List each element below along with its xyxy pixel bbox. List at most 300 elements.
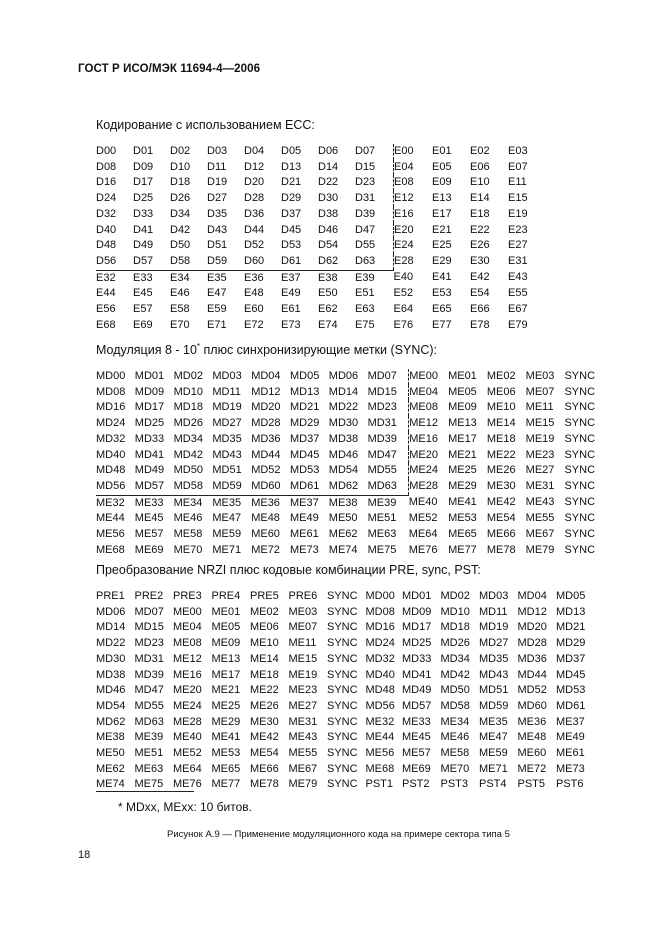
table-cell: MD50 xyxy=(173,464,203,477)
table-cell: MD32 xyxy=(96,432,126,445)
table-cell: D07 xyxy=(355,144,394,160)
table-cell: ME49 xyxy=(289,512,319,525)
table-cell: D30 xyxy=(318,192,339,205)
table-cell: E54 xyxy=(470,287,490,300)
table-cell: D50 xyxy=(170,239,191,252)
table-row xyxy=(96,448,596,464)
table-cell: MD20 xyxy=(251,401,281,414)
table-cell: MD21 xyxy=(556,621,586,634)
table-cell: D19 xyxy=(207,176,228,189)
table-cell: MD61 xyxy=(556,699,586,712)
table-cell: MD33 xyxy=(402,652,432,665)
table-cell: MD22 xyxy=(96,637,126,650)
table-row xyxy=(96,223,538,239)
table-cell: E70 xyxy=(170,318,190,331)
table-row xyxy=(96,479,596,495)
table-cell: ME47 xyxy=(479,731,508,744)
table-cell: PRE2 xyxy=(134,590,164,602)
table-cell: ME57 xyxy=(402,747,431,760)
table-cell: D29 xyxy=(281,192,302,205)
table-cell: D21 xyxy=(281,176,302,189)
table-cell: D20 xyxy=(244,176,265,189)
table-row xyxy=(96,730,586,746)
table-cell: ME01 xyxy=(448,370,477,382)
table-cell: ME41 xyxy=(211,731,241,744)
table-cell: ME19 xyxy=(288,668,318,681)
footnote-mark: * xyxy=(196,341,201,351)
table-cell: MD27 xyxy=(212,417,242,430)
table-cell: ME55 xyxy=(525,512,555,525)
table-cell: D12 xyxy=(244,160,265,173)
table-cell: PST2 xyxy=(402,778,430,791)
table-cell: ME31 xyxy=(525,480,555,493)
table-cell: D10 xyxy=(170,160,191,173)
table-cell: PRE4 xyxy=(211,590,241,602)
table-cell: ME27 xyxy=(525,464,555,477)
table-cell: E24 xyxy=(394,239,414,252)
table-cell: MD18 xyxy=(440,621,470,634)
table-cell: ME56 xyxy=(96,528,125,541)
table-cell: E49 xyxy=(281,287,301,300)
table-cell: MD12 xyxy=(517,605,547,618)
table-cell: ME24 xyxy=(173,699,202,712)
table-cell: MD55 xyxy=(134,699,164,712)
table-cell: D52 xyxy=(244,239,265,252)
table-row xyxy=(96,463,596,479)
table-cell: D18 xyxy=(170,176,191,189)
table-cell: ME58 xyxy=(440,747,470,760)
table-cell: ME59 xyxy=(479,747,508,760)
table-cell: MD41 xyxy=(402,668,432,681)
table-cell: MD10 xyxy=(440,605,470,618)
table-cell: MD33 xyxy=(134,432,165,445)
table-cell: ME44 xyxy=(365,731,395,744)
table-cell: MD24 xyxy=(365,637,395,650)
table-cell: ME22 xyxy=(486,448,516,461)
table-cell: MD29 xyxy=(556,637,586,650)
table-cell: SYNC xyxy=(327,621,358,634)
table-cell: E67 xyxy=(508,303,528,316)
table-cell: MD63 xyxy=(368,479,409,495)
table-cell: MD08 xyxy=(96,385,126,398)
table-cell: D39 xyxy=(355,207,394,223)
table-cell: ME20 xyxy=(173,684,202,697)
table-row xyxy=(96,715,586,731)
table-cell: MD36 xyxy=(517,652,547,665)
table-cell: SYNC xyxy=(327,715,358,728)
table-cell: ME40 xyxy=(173,731,202,744)
table-cell: E38 xyxy=(318,271,338,284)
table-cell: E03 xyxy=(508,145,528,157)
table-cell: MD32 xyxy=(365,652,395,665)
table-cell: E28 xyxy=(394,255,414,268)
table-cell: MD15 xyxy=(134,621,164,634)
table-cell: ME43 xyxy=(525,496,555,509)
table-cell: D03 xyxy=(207,145,228,157)
table-cell: E25 xyxy=(432,239,452,252)
table-cell: ME73 xyxy=(289,543,319,556)
table-cell: D32 xyxy=(96,207,117,220)
table-cell: E12 xyxy=(394,192,414,205)
table-cell: SYNC xyxy=(564,543,596,556)
table-cell: E43 xyxy=(508,271,528,284)
table-cell: MD35 xyxy=(479,652,509,665)
table-cell: MD45 xyxy=(289,448,320,461)
modulation-title-text-end: плюс синхронизирующие метки (SYNC): xyxy=(200,343,438,357)
table-cell: ME04 xyxy=(173,621,202,634)
table-cell: E09 xyxy=(432,176,452,189)
table-cell: ME47 xyxy=(212,512,242,525)
table-cell: MD40 xyxy=(96,448,126,461)
nrzi-table xyxy=(96,589,586,793)
table-cell: E76 xyxy=(393,318,414,331)
table-cell: ME03 xyxy=(525,370,555,382)
table-cell: MD01 xyxy=(134,370,165,382)
table-cell: SYNC xyxy=(564,528,596,541)
table-cell: ME08 xyxy=(173,637,202,650)
table-cell: MD00 xyxy=(365,590,395,602)
table-row xyxy=(96,207,538,223)
table-cell: E68 xyxy=(96,318,116,331)
table-cell: E07 xyxy=(508,160,528,173)
table-cell: D40 xyxy=(96,223,117,236)
table-cell: D27 xyxy=(207,192,228,205)
section-ecc-title: Кодирование с использованием ECC: xyxy=(96,118,315,132)
table-cell: MD47 xyxy=(368,448,409,464)
table-cell: ME00 xyxy=(173,605,202,618)
table-cell: ME30 xyxy=(250,715,279,728)
table-cell: E78 xyxy=(470,318,490,331)
table-cell: E55 xyxy=(508,287,528,300)
table-cell: ME07 xyxy=(525,385,555,398)
table-cell: ME32 xyxy=(365,715,395,728)
table-cell: MD02 xyxy=(440,590,470,602)
table-cell: MD45 xyxy=(556,668,586,681)
table-cell: ME71 xyxy=(212,543,242,556)
table-cell: D62 xyxy=(318,254,355,270)
table-cell: ME15 xyxy=(288,652,318,665)
table-cell: ME48 xyxy=(251,512,280,525)
table-cell: MD14 xyxy=(96,621,126,634)
table-cell: SYNC xyxy=(564,385,596,398)
table-cell: ME46 xyxy=(440,731,470,744)
table-cell: E20 xyxy=(394,223,414,236)
table-row xyxy=(96,511,596,527)
table-cell: ME68 xyxy=(96,543,125,556)
table-cell: MD38 xyxy=(96,668,126,681)
table-cell: PST3 xyxy=(440,778,469,791)
table-cell: ME70 xyxy=(173,543,203,556)
table-cell: E65 xyxy=(432,303,452,316)
table-cell: D53 xyxy=(281,239,302,252)
table-cell: MD39 xyxy=(134,668,164,681)
table-cell: MD44 xyxy=(251,448,281,461)
table-cell: MD05 xyxy=(556,590,586,602)
table-cell: SYNC xyxy=(564,496,596,509)
table-cell: ME09 xyxy=(211,637,241,650)
table-cell: E46 xyxy=(170,287,190,300)
table-cell: ME26 xyxy=(250,699,279,712)
table-cell: MD13 xyxy=(556,605,586,618)
table-cell: E29 xyxy=(432,255,452,268)
table-cell: ME35 xyxy=(479,715,508,728)
table-cell: ME74 xyxy=(96,778,125,791)
table-cell: MD06 xyxy=(328,370,359,382)
table-cell: SYNC xyxy=(327,778,358,791)
table-row xyxy=(96,668,586,684)
table-cell: ME12 xyxy=(173,652,202,665)
table-cell: ME69 xyxy=(134,543,164,556)
table-cell: MD23 xyxy=(134,637,164,650)
table-cell: ME79 xyxy=(288,778,318,791)
table-row xyxy=(96,589,586,605)
table-cell: E72 xyxy=(244,318,264,331)
table-cell: E36 xyxy=(244,271,264,284)
table-cell: E02 xyxy=(470,145,490,157)
table-cell: E23 xyxy=(508,223,528,236)
table-cell: ME36 xyxy=(517,715,547,728)
table-cell: E37 xyxy=(281,271,301,284)
table-cell: E16 xyxy=(394,207,414,220)
table-row xyxy=(96,286,538,302)
table-cell: ME38 xyxy=(96,731,125,744)
table-cell: ME60 xyxy=(251,528,280,541)
table-cell: MD02 xyxy=(173,370,203,382)
table-cell: MD25 xyxy=(134,417,165,430)
table-cell: E73 xyxy=(281,318,301,331)
table-cell: MD59 xyxy=(479,699,509,712)
table-cell: ME65 xyxy=(448,528,477,541)
table-cell: ME72 xyxy=(251,543,280,556)
table-cell: ME66 xyxy=(250,762,279,775)
table-cell: PRE3 xyxy=(173,590,202,602)
table-cell: MD63 xyxy=(134,715,164,728)
table-cell: MD13 xyxy=(289,385,320,398)
table-cell: E17 xyxy=(432,207,452,220)
table-cell: ME58 xyxy=(173,528,203,541)
table-cell: MD26 xyxy=(440,637,470,650)
table-row xyxy=(96,302,538,318)
table-cell: PRE6 xyxy=(288,590,318,602)
table-cell: ME57 xyxy=(134,528,164,541)
table-cell: D25 xyxy=(133,192,154,205)
table-cell: MD18 xyxy=(173,401,203,414)
table-cell: E26 xyxy=(470,239,490,252)
table-cell: MD56 xyxy=(96,479,135,495)
table-cell: ME01 xyxy=(211,605,241,618)
table-cell: SYNC xyxy=(327,652,358,665)
table-cell: ME50 xyxy=(96,747,125,760)
table-cell: ME75 xyxy=(134,778,164,791)
table-cell: ME45 xyxy=(402,731,431,744)
table-cell: MD62 xyxy=(96,715,126,728)
table-cell: D02 xyxy=(170,145,191,157)
footnote-rule xyxy=(96,791,194,792)
table-cell: E27 xyxy=(508,239,528,252)
table-cell: D28 xyxy=(244,192,265,205)
table-cell: D37 xyxy=(281,207,302,220)
table-cell: E22 xyxy=(470,223,490,236)
table-cell: ME21 xyxy=(448,448,477,461)
table-cell: E21 xyxy=(432,223,452,236)
table-cell: D35 xyxy=(207,207,228,220)
modulation-title-text: Модуляция 8 - 10 xyxy=(96,343,197,357)
table-cell: ME44 xyxy=(96,512,125,525)
table-cell: MD59 xyxy=(212,479,251,495)
table-cell: D47 xyxy=(355,223,394,239)
table-cell: MD22 xyxy=(328,401,359,414)
table-cell: SYNC xyxy=(327,590,358,602)
table-cell: MD57 xyxy=(402,699,432,712)
table-cell: MD19 xyxy=(479,621,509,634)
table-cell: MD03 xyxy=(212,370,242,382)
table-cell: MD00 xyxy=(96,370,126,382)
table-cell: E11 xyxy=(508,176,527,189)
document-header: ГОСТ Р ИСО/МЭК 11694-4—2006 xyxy=(78,63,261,75)
table-cell: E60 xyxy=(244,303,264,316)
table-cell: E42 xyxy=(470,271,490,284)
table-cell: D60 xyxy=(244,254,281,270)
table-cell: MD50 xyxy=(440,684,470,697)
table-cell: ME03 xyxy=(288,605,318,618)
table-cell: MD35 xyxy=(212,432,242,445)
table-cell: D36 xyxy=(244,207,265,220)
table-cell: MD16 xyxy=(96,401,126,414)
table-cell: ME35 xyxy=(212,496,242,509)
table-cell: MD12 xyxy=(251,385,281,398)
table-cell: MD21 xyxy=(289,401,320,414)
table-cell: MD62 xyxy=(329,479,368,495)
table-cell: ME30 xyxy=(486,480,516,493)
table-cell: E34 xyxy=(170,271,190,284)
table-cell: ME70 xyxy=(440,762,470,775)
table-cell: D55 xyxy=(355,238,394,254)
table-cell: D01 xyxy=(133,145,154,157)
table-cell: D46 xyxy=(318,223,339,236)
table-cell: PST5 xyxy=(517,778,546,791)
table-cell: ME43 xyxy=(288,731,318,744)
table-cell: ME11 xyxy=(288,637,317,650)
table-cell: MD08 xyxy=(365,605,395,618)
table-cell: D22 xyxy=(318,176,339,189)
table-cell: E79 xyxy=(508,318,528,331)
table-cell: ME37 xyxy=(289,496,319,509)
table-cell: E19 xyxy=(508,207,528,220)
table-cell: MD19 xyxy=(212,401,242,414)
table-cell: ME02 xyxy=(486,370,516,382)
table-cell: ME52 xyxy=(173,747,202,760)
table-cell: MD60 xyxy=(517,699,547,712)
table-cell: ME42 xyxy=(250,731,279,744)
table-cell: E69 xyxy=(133,318,153,331)
table-cell: ME06 xyxy=(250,621,279,634)
table-cell: ME67 xyxy=(288,762,318,775)
table-cell: D44 xyxy=(244,223,265,236)
table-cell: ME45 xyxy=(134,512,164,525)
table-cell: ME34 xyxy=(440,715,470,728)
table-cell: ME06 xyxy=(486,385,516,398)
table-cell: ME26 xyxy=(486,464,516,477)
table-cell: MD54 xyxy=(328,464,359,477)
table-cell: ME18 xyxy=(486,432,516,445)
table-cell: ME36 xyxy=(251,496,280,509)
table-cell: ME28 xyxy=(173,715,202,728)
table-cell: E08 xyxy=(394,176,414,189)
table-cell: E32 xyxy=(96,271,116,284)
table-row xyxy=(96,495,596,511)
table-cell: ME21 xyxy=(211,684,241,697)
table-cell: ME50 xyxy=(328,512,358,525)
table-cell: D11 xyxy=(207,160,227,173)
table-cell: MD23 xyxy=(368,400,409,416)
table-cell: E75 xyxy=(355,318,375,331)
table-cell: MD47 xyxy=(134,684,164,697)
table-cell: SYNC xyxy=(327,605,358,618)
table-row xyxy=(96,160,538,176)
table-cell: MD27 xyxy=(479,637,509,650)
table-cell: D13 xyxy=(281,160,302,173)
table-cell: ME31 xyxy=(288,715,318,728)
table-cell: ME46 xyxy=(173,512,203,525)
table-cell: ME48 xyxy=(517,731,547,744)
page-number: 18 xyxy=(78,849,91,861)
table-cell: ME29 xyxy=(211,715,241,728)
table-cell: E13 xyxy=(432,192,452,205)
table-cell: E56 xyxy=(96,303,116,316)
table-cell: ME17 xyxy=(211,668,241,681)
table-cell: MD56 xyxy=(365,699,395,712)
table-cell: ME38 xyxy=(328,496,358,509)
table-cell: MD48 xyxy=(96,464,126,477)
table-cell: E64 xyxy=(393,303,414,316)
table-cell: MD43 xyxy=(479,668,509,681)
table-cell: ME14 xyxy=(486,417,516,430)
table-cell: E50 xyxy=(318,287,338,300)
table-cell: D58 xyxy=(170,254,207,270)
table-cell: ME76 xyxy=(408,543,438,556)
table-cell: ME08 xyxy=(409,401,439,414)
table-cell: ME74 xyxy=(328,543,358,556)
table-cell: D34 xyxy=(170,207,191,220)
table-cell: E39 xyxy=(355,271,375,284)
table-cell: ME62 xyxy=(96,762,125,775)
table-cell: D38 xyxy=(318,207,339,220)
table-cell: D54 xyxy=(318,239,339,252)
table-cell: PST4 xyxy=(479,778,507,791)
table-cell: MD30 xyxy=(328,417,359,430)
table-cell: MD54 xyxy=(96,699,126,712)
footnote: * MDxx, MExx: 10 битов. xyxy=(118,800,253,814)
table-cell: E05 xyxy=(432,160,452,173)
table-cell: D26 xyxy=(170,192,191,205)
table-cell: MD58 xyxy=(440,699,470,712)
table-cell: MD55 xyxy=(368,463,409,479)
table-cell: E74 xyxy=(318,318,338,331)
table-cell: ME55 xyxy=(288,747,318,760)
table-cell: E58 xyxy=(170,303,190,316)
table-cell: E66 xyxy=(470,303,490,316)
table-row xyxy=(96,369,596,385)
table-cell: MD30 xyxy=(96,652,126,665)
table-row xyxy=(96,527,596,543)
table-cell: ME02 xyxy=(250,605,279,618)
table-cell: ME69 xyxy=(402,762,431,775)
table-cell: ME63 xyxy=(134,762,164,775)
table-cell: MD11 xyxy=(479,605,508,618)
table-cell: MD36 xyxy=(251,432,281,445)
table-row xyxy=(96,746,586,762)
table-cell: ME34 xyxy=(173,496,203,509)
